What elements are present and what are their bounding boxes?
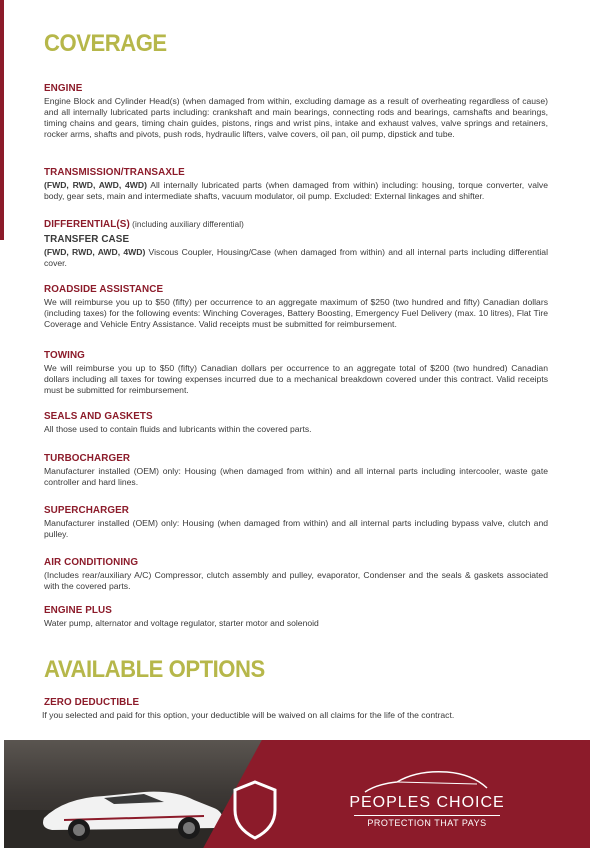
section-body: [44, 180, 548, 202]
section-note: (including auxiliary differential): [129, 219, 244, 229]
section-title-text: DIFFERENTIAL(S): [44, 218, 130, 230]
section-differential: [44, 218, 548, 232]
coverage-title: COVERAGE: [44, 30, 167, 57]
section-title: TRANSMISSION/TRANSAXLE: [44, 166, 185, 178]
option-body: If you selected and paid for this option, your deductible will be waived on all claims for the life of the contract.: [42, 710, 455, 720]
section-title: AIR CONDITIONING: [44, 556, 139, 568]
section-engine-plus: [44, 604, 548, 629]
section-body: (Includes rear/auxiliary A/C) Compressor, clutch assembly and pulley, evaporator, Condenser and the seals & gaskets associated with the covered parts.: [44, 570, 548, 591]
section-text: Viscous Coupler, Housing/Case (when damaged from within) and all internal parts including differential cover.: [44, 247, 548, 268]
section-supercharger: [44, 504, 548, 540]
section-body: We will reimburse you up to $50 (fifty) Canadian dollars per occurrence to an aggregate total of $200 (two hundred) Canadian dollars including all taxes for towing expenses incurred due to a mechanical breakdown covered under this contract. Valid receipts must be submitted for reimbursement.: [44, 363, 548, 395]
available-options-title: AVAILABLE OPTIONS: [44, 656, 265, 683]
brand-tagline: PROTECTION THAT PAYS: [354, 815, 500, 828]
left-accent-bar: [0, 0, 4, 240]
section-title: SEALS AND GASKETS: [44, 410, 153, 422]
section-body: All those used to contain fluids and lubricants within the covered parts.: [44, 424, 312, 434]
section-seals: [44, 410, 548, 435]
section-text: All internally lubricated parts (when damaged from within) including: housing, torque converter, valve body, gear sets, main and intermediate shafts, vacuum modulator, oil pump. Excluded: External linkages and shifter.: [44, 180, 548, 201]
section-title: ENGINE PLUS: [44, 604, 112, 616]
section-body: Engine Block and Cylinder Head(s) (when damaged from within, excluding damage as a result of overheating regardless of cause) and all internally lubricated parts including: crankshaft and main bearings, connecting rods and bearings, camshafts and bearings, timing chains and gears, timing chain guides, pistons, rings and wrist pins, intake and exhaust valves, valve springs and retainers, rocker arms, shafts and pivots, push rods, hydraulic lifters, valve covers, oil pan, oil pump, dipstick and tube.: [44, 96, 548, 139]
section-air-conditioning: [44, 556, 548, 592]
car-outline-icon: [357, 766, 497, 798]
brand-logo: [342, 760, 512, 840]
section-towing: [44, 349, 548, 396]
section-title: SUPERCHARGER: [44, 504, 130, 516]
section-body: [44, 247, 548, 269]
section-title: TOWING: [44, 349, 85, 361]
section-transmission: [44, 166, 548, 202]
drive-types: (FWD, RWD, AWD, 4WD): [44, 180, 147, 190]
section-body: We will reimburse you up to $50 (fifty) per occurrence to an aggregate maximum of $250 (two hundred and fifty) Canadian dollars (including taxes) for the following events: Winching Coverages, Battery Boosting, Emergency Fuel Delivery (max. 10 litres), Flat Tire Coverage and Vehicle Entry Assistance. Valid receipts must be submitted for reimbursement.: [44, 297, 548, 329]
option-zero-deductible: [44, 696, 548, 721]
section-title: ENGINE: [44, 82, 83, 94]
section-body: Manufacturer installed (OEM) only: Housing (when damaged from within) and all internal parts including intercooler, waste gate controller and hard lines.: [44, 466, 548, 487]
section-title: TURBOCHARGER: [44, 452, 131, 464]
footer-banner: [4, 740, 590, 848]
section-roadside: [44, 283, 548, 330]
section-title: ROADSIDE ASSISTANCE: [44, 283, 164, 295]
drive-types: (FWD, RWD, AWD, 4WD): [44, 247, 146, 257]
section-transfer-case: [44, 233, 548, 269]
section-title: TRANSFER CASE: [44, 233, 130, 245]
shield-icon: [232, 780, 278, 840]
section-body: Water pump, alternator and voltage regulator, starter motor and solenoid: [44, 618, 319, 628]
brand-name: PEOPLES CHOICE: [349, 794, 505, 811]
section-turbocharger: [44, 452, 548, 488]
section-engine: [44, 82, 548, 140]
section-title: [44, 218, 518, 230]
option-title: ZERO DEDUCTIBLE: [44, 696, 140, 708]
section-body: Manufacturer installed (OEM) only: Housing (when damaged from within) and all internal parts including bypass valve, clutch and pulley.: [44, 518, 548, 539]
